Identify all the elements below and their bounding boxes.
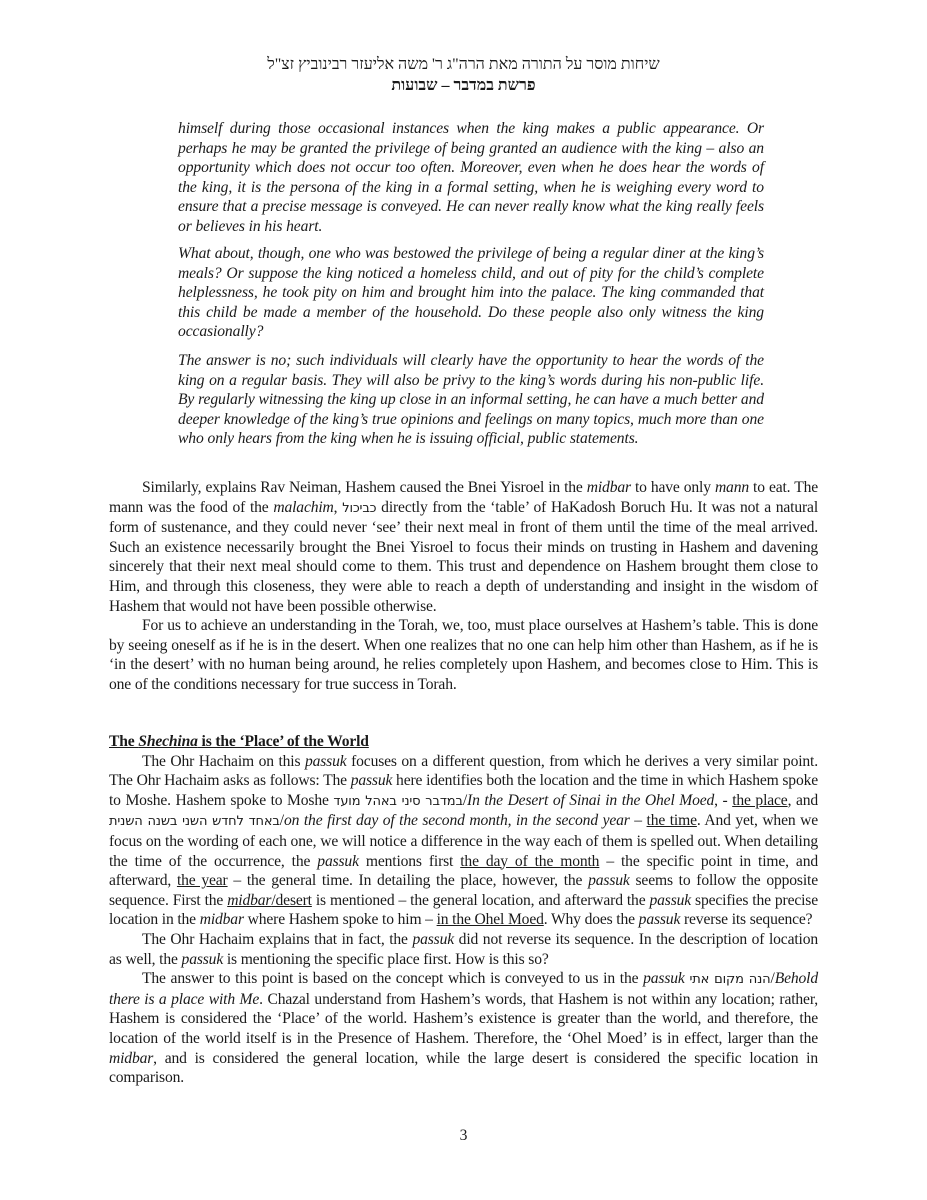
text: is mentioned – the general location, and afterward the [311, 891, 650, 909]
term-passuk: passuk [412, 930, 455, 948]
text: , - [714, 791, 733, 809]
section-1 [109, 478, 818, 695]
text: , and is considered the general location, while the large desert is considered the specific location in comparison. [109, 1049, 818, 1087]
text: Similarly, explains Rav Neiman, Hashem caused the Bnei Yisroel in the [142, 479, 587, 496]
underlined-year: the year [176, 872, 228, 890]
text: The answer to this point is based on the concept which is conveyed to us in the [142, 970, 644, 988]
text: mentions first [358, 852, 461, 870]
term-midbar: midbar [586, 479, 631, 496]
text: focuses on a different question, from which he derives a very similar point. The Ohr Hachaim asks as follows: The [109, 752, 818, 790]
quote-paragraph-1: himself during those occasional instances when the king makes a public appearance. Or perhaps he may be granted the privilege of being granted an audience with the king – also an opportunity which does not occur too often. Moreover, even when he does hear the words of the king, it is the persona of the king in a formal setting, when he is weighing every word to ensure that a precise message is conveyed. He can never really know what the king really feels or believes in his heart. [178, 120, 764, 235]
term-passuk: passuk [181, 950, 224, 968]
translation: Behold there is a place with Me [109, 970, 818, 1008]
term-passuk: passuk [304, 752, 347, 770]
hebrew-quote: הנה מקום אתי [689, 972, 771, 988]
text: is mentioning the specific place first. How is this so? [223, 950, 549, 968]
term-passuk: passuk [643, 970, 685, 988]
text: where Hashem spoke to him – [243, 911, 437, 929]
text: The Ohr Hachaim explains that in fact, the [142, 930, 413, 948]
text: reverse its sequence? [680, 911, 813, 929]
underlined-ohel-moed: in the Ohel Moed [436, 911, 544, 929]
underlined-midbar-desert [227, 892, 312, 909]
text: to have only [630, 479, 715, 496]
text: specifies the precise location in the [109, 891, 818, 929]
text: / [279, 812, 284, 830]
text: to eat. The mann was the food of the [109, 479, 818, 516]
text: . Why does the [543, 911, 639, 929]
hebrew-quote: במדבר סיני באהל מועד [333, 793, 463, 809]
section-2 [109, 732, 818, 1088]
section-heading [109, 732, 818, 752]
term-passuk: passuk [317, 852, 359, 870]
paragraph-hashems-table: For us to achieve an understanding in the Torah, we, too, must place ourselves at Hashem’s table. This is done by seeing oneself as if he is in the desert. When one realizes that no one can help him other than Hashem, as if he is ‘in the desert’ with no human being around, he relies completely upon Hashem, and becomes close to Him. This is one of the conditions necessary for true success in Torah. [109, 617, 818, 693]
term-midbar: midbar [199, 911, 244, 929]
text: here identifies both the location and the time in which Hashem spoke to Moshe. Hashem spoke to Moshe [109, 772, 819, 809]
term-passuk: passuk [649, 891, 692, 909]
quote-paragraph-2: What about, though, one who was bestowed the privilege of being a regular diner at the king’s meals? Or suppose the king noticed a homeless child, and out of pity for the child’s complete helplessness, he took pity on him and brought him into the palace. The king commanded that this child be made a member of the household. Do these people also only witness the king occasionally? [178, 245, 764, 341]
page-number: 3 [459, 1127, 468, 1144]
text: is the ‘Place’ of the World [197, 733, 369, 750]
text: – the specific point in time, and afterward, [109, 852, 818, 890]
paragraph-mann [109, 478, 818, 616]
header-parsha: פרשת במדבר – שבועות [391, 77, 536, 94]
text: / [770, 970, 775, 988]
translation: on the first day of the second month, in the second year [283, 812, 630, 830]
underlined-place: the place [732, 791, 788, 809]
term-passuk: passuk [588, 872, 630, 890]
hebrew-term: כביכול [342, 500, 377, 516]
text: . And yet, when we focus on the wording of each one, we will notice a difference in the way each of them is spelled out. When detailing the time of the occurrence, the [109, 812, 818, 870]
term-mann: mann [714, 479, 749, 496]
term-malachim: malachim [273, 498, 334, 516]
term-shechina: Shechina [138, 733, 198, 750]
underlined-time: the time [646, 812, 697, 830]
text: / [462, 791, 468, 809]
text: seems to follow the opposite sequence. First the [109, 872, 818, 909]
text: did not reverse its sequence. In the description of location as well, the [109, 930, 818, 968]
text: , [333, 498, 343, 516]
text: directly from the ‘table’ of HaKadosh Boruch Hu. It was not a natural form of sustenance, and they could never ‘see’ their next meal in front of them until the time of the meal arrived. Such an existence necessarily brought the Bnei Yisroel to focus their minds on trusting in Hashem and davening sincerely that their next meal should come to them. This trust and dependence on Hashem brought them close to Him, and through this closeness, they were able to reach a depth of understanding and insight in the wisdom of Hashem that would not have been possible otherwise. [109, 498, 819, 615]
text: The Ohr Hachaim on this [142, 752, 305, 770]
translation: In the Desert of Sinai in the Ohel Moed [467, 791, 715, 809]
text: – [629, 812, 647, 830]
quote-paragraph-3: The answer is no; such individuals will clearly have the opportunity to hear the words of the king on a regular basis. They will also be privy to the king’s words during his non-public life. By regularly witnessing the king up close in an informal setting, he can have a much better and deeper knowledge of the king’s true opinions and feelings on many topics, much more than one who only hears from the king when he is issuing official, public statements. [178, 352, 764, 448]
paragraph-ohr-hachaim-answer [109, 930, 818, 969]
paragraph-ohr-hachaim-question [109, 752, 818, 930]
hebrew-quote: באחד לחדש השני בשנה השנית [109, 814, 280, 830]
text: /desert [271, 891, 312, 909]
text: The [109, 733, 139, 750]
term-passuk: passuk [350, 772, 393, 790]
header-title: שיחות מוסר על התורה מאת הרה"ג ר' משה אליעזר רבינוביץ זצ"ל [267, 56, 660, 73]
underlined-day: the day of the month [460, 852, 600, 870]
term-midbar: midbar [227, 891, 272, 909]
term-midbar: midbar [109, 1049, 154, 1067]
text: . Chazal understand from Hashem’s words, that Hashem is not within any location; rather, Hashem is considered the ‘Place’ of the world. Hashem’s existence is greater than the world, and therefore, the location of the world itself is in the Presence of Hashem. Therefore, the ‘Ohel Moed’ is in effect, larger than the [109, 990, 818, 1047]
text: – the general time. In detailing the place, however, the [227, 872, 589, 890]
paragraph-place-of-world [109, 969, 818, 1088]
term-passuk: passuk [638, 911, 681, 929]
text: , and [787, 791, 819, 809]
